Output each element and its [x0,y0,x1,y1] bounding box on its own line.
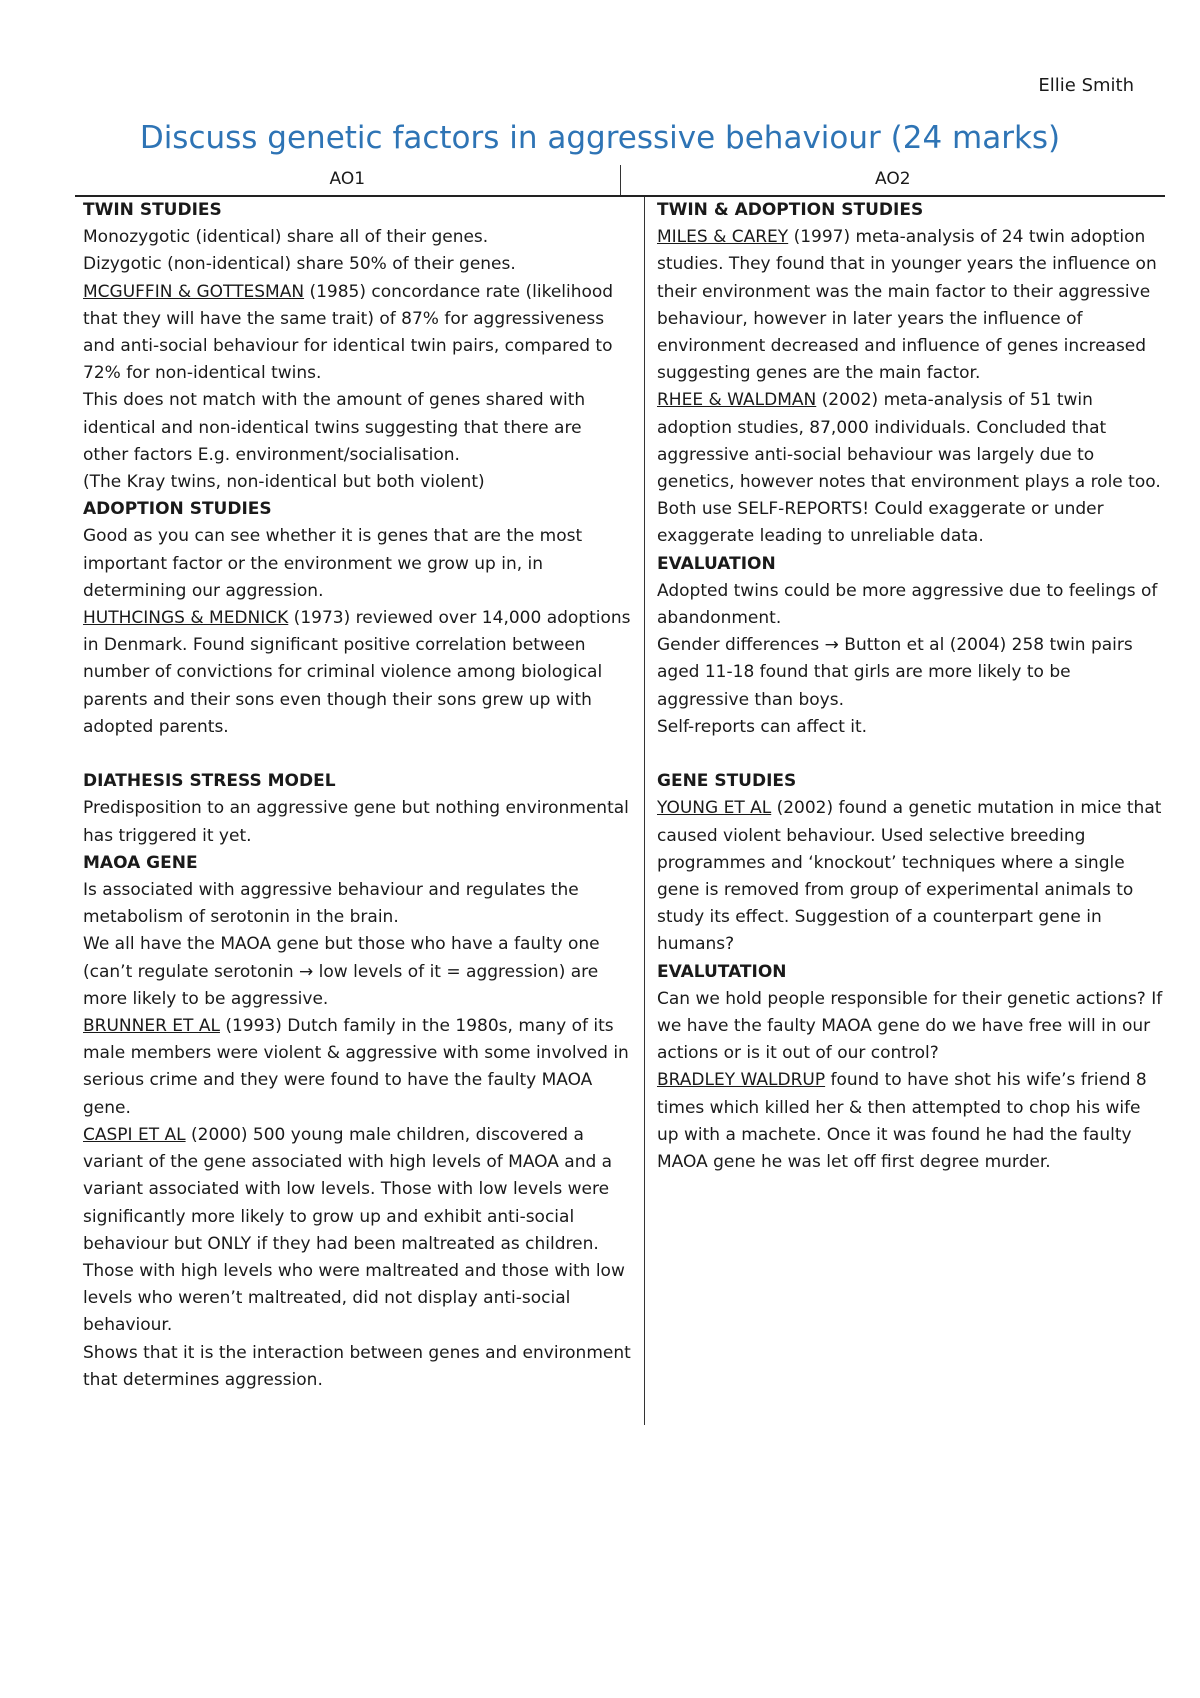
section-heading: ADOPTION STUDIES [83,499,272,520]
paragraph-text: (2002) found a genetic mutation in mice that caused violent behaviour. Used selective breeding programmes and ‘knockout’ techniques where a single gene is removed from group of experimental animals to study its effect. Suggestion of a counterpart gene in humans? [657,798,1162,955]
paragraph-text: (1997) meta-analysis of 24 twin adoption studies. They found that in younger years the influence on their environment was the main factor to their aggressive behaviour, however in later years the influence of environment decreased and influence of genes increased suggesting genes are the main factor. [657,227,1157,384]
paragraph [657,224,1165,387]
paragraph-text: (1993) Dutch family in the 1980s, many of its male members were violent & aggressive with some involved in serious crime and they were found to have the faulty MAOA gene. [83,1016,629,1118]
ao2-column [645,197,1165,1425]
paragraph: Good as you can see whether it is genes that are the most important factor or the environment we grow up in, in determining our aggression. [83,526,583,601]
study-reference: CASPI ET AL [83,1124,186,1145]
study-reference: HUTHCINGS & MEDNICK [83,608,289,629]
blank-line [657,741,1165,768]
page-title: Discuss genetic factors in aggressive behaviour (24 marks) [139,120,1061,156]
paragraph: This does not match with the amount of genes shared with identical and non-identical twins suggesting that there are other factors E.g. environment/socialisation. [83,390,586,465]
paragraph: Is associated with aggressive behaviour and regulates the metabolism of serotonin in the brain. [83,880,579,928]
paragraph-text: (1985) concordance rate (likelihood that they will have the same trait) of 87% for aggressiveness and anti-social behaviour for identical twin pairs, compared to 72% for non-identical twins. [83,281,614,384]
study-reference: MCGUFFIN & GOTTESMAN [83,281,305,302]
study-reference: BRADLEY WALDRUP [657,1070,826,1091]
paragraph-text: found to have shot his wife’s friend 8 times which killed her & then attempted to chop his wife up with a machete. Once it was found he had the faulty MAOA gene he was let off first degree murder. [657,1070,1147,1173]
paragraph: Predisposition to an aggressive gene but nothing environmental has triggered it yet. [83,798,629,846]
section-heading: EVALUATION [657,553,776,574]
study-reference: MILES & CAREY [657,227,789,248]
section-heading: EVALUTATION [657,961,787,982]
paragraph: We all have the MAOA gene but those who have a faulty one (can’t regulate serotonin → low levels of it = aggression) are more likely to be aggressive. [83,934,600,1009]
paragraph [83,1013,632,1122]
paragraph: Both use SELF-REPORTS! Could exaggerate or under exaggerate leading to unreliable data. [657,499,1104,547]
study-reference: YOUNG ET AL [657,798,772,819]
paragraph [83,605,632,741]
column-header-ao2: AO2 [874,169,911,189]
paragraph: Adopted twins could be more aggressive due to feelings of abandonment. [657,580,1158,629]
table-body-row [75,197,1165,1425]
paragraph-text: (1973) reviewed over 14,000 adoptions in Denmark. Found significant positive correlation between number of convictions for criminal violence among biological parents and their sons even though their sons grew up with adopted parents. [83,608,631,737]
paragraph-text: (2000) 500 young male children, discovered a variant of the gene associated with high levels of MAOA and a variant associated with low levels. Those with low levels were significantly more likely to grow up and exhibit anti-social behaviour but ONLY if they had been maltreated as children. Those with high levels who were maltreated and those with low levels who weren’t maltreated, did not display anti-social behaviour. [83,1124,625,1336]
paragraph: Dizygotic (non-identical) share 50% of their genes. [83,254,516,275]
notes-table [75,165,1165,1425]
paragraph: Gender differences → Button et al (2004) 258 twin pairs aged 11-18 found that girls are more likely to be aggressive than boys. [657,635,1133,710]
paragraph: Can we hold people responsible for their genetic actions? If we have the faulty MAOA gene do we have free will in our actions or is it out of our control? [657,988,1163,1064]
paragraph: Shows that it is the interaction between genes and environment that determines aggression. [83,1342,631,1390]
blank-line [83,741,632,768]
paragraph [657,795,1165,958]
paragraph: Self-reports can affect it. [657,716,868,737]
paragraph [657,387,1165,496]
study-reference: BRUNNER ET AL [83,1016,220,1037]
paragraph: (The Kray twins, non-identical but both violent) [83,472,485,493]
author-name: Ellie Smith [1038,75,1134,96]
section-heading: TWIN & ADOPTION STUDIES [657,200,924,220]
table-header-row [75,165,1165,197]
section-heading: TWIN STUDIES [83,200,222,220]
paragraph [657,1067,1165,1176]
section-heading: DIATHESIS STRESS MODEL [83,771,336,792]
paragraph-text: (2002) meta-analysis of 51 twin adoption studies, 87,000 individuals. Concluded that aggressive anti-social behaviour was largely due to genetics, however notes that environment plays a role too. [657,390,1161,493]
section-heading: GENE STUDIES [657,771,797,792]
paragraph [83,279,632,388]
ao1-column [75,197,645,1425]
column-header-ao1: AO1 [75,165,621,195]
study-reference: RHEE & WALDMAN [657,390,817,411]
paragraph: Monozygotic (identical) share all of their genes. [83,227,489,248]
paragraph [83,1122,632,1340]
section-heading: MAOA GENE [83,852,198,873]
